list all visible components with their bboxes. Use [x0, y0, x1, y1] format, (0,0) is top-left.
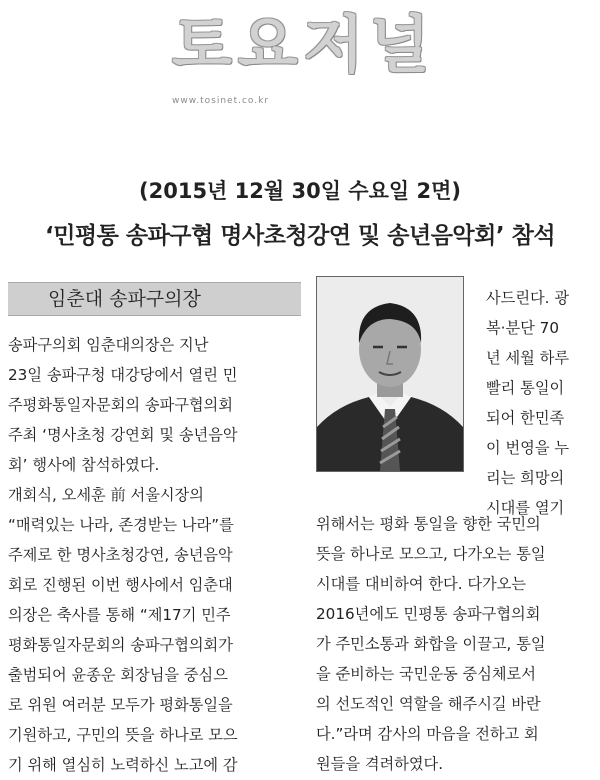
article-body-right-bottom-column: [316, 509, 596, 779]
article-text-line: 의장은 축사를 통해 “제17기 민주: [8, 606, 231, 624]
article-text-line: 23일 송파구청 대강당에서 열린 민: [8, 366, 238, 384]
portrait-photo: [316, 276, 464, 472]
article-dateline: (2015년 12월 30일 수요일 2면): [139, 179, 461, 203]
article-text-line: 리는 희망의: [486, 469, 565, 487]
article-text-line: “매력있는 나라, 존경받는 나라”를: [8, 516, 234, 534]
article-text-line: 시대를 열기: [486, 499, 565, 517]
article-text-line: 다.”라며 감사의 마음을 전하고 회: [316, 725, 539, 743]
article-text-line: 주평화통일자문회의 송파구협의회: [8, 396, 233, 414]
article-text-line: 원들을 격려하였다.: [316, 755, 444, 773]
article-text-line: 평화통일자문회의 송파구협의회가: [8, 636, 233, 654]
article-subhead: 임춘대 송파구의장: [8, 282, 301, 316]
article-headline: ‘민평통 송파구협 명사초청강연 및 송년음악회’ 참석: [44, 223, 556, 249]
article-text-line: 가 주민소통과 화합을 이끌고, 통일: [316, 635, 546, 653]
article-text-line: 개회식, 오세훈 前 서울시장의: [8, 486, 204, 504]
article-text-line: 사드린다. 광: [486, 289, 570, 307]
article-text-line: 주제로 한 명사초청강연, 송년음악: [8, 546, 233, 564]
article-text-line: 회로 진행된 이번 행사에서 임춘대: [8, 576, 233, 594]
article-text-line: 을 준비하는 국민운동 중심체로서: [316, 665, 536, 683]
article-text-line: 년 세월 하루: [486, 349, 570, 367]
article-text-line: 되어 한민족: [486, 409, 565, 427]
newspaper-logo: 토요저널: [172, 8, 436, 81]
article-body-right-top-column: [486, 283, 594, 523]
article-text-line: 기 위해 열심히 노력하신 노고에 감: [8, 756, 238, 774]
article-text-line: 이 번영을 누: [486, 439, 570, 457]
article-text-line: 송파구의회 임춘대의장은 지난: [8, 336, 209, 354]
article-text-line: 복·분단 70: [486, 319, 559, 337]
article-text-line: 빨리 통일이: [486, 379, 565, 397]
article-text-line: 위해서는 평화 통일을 향한 국민의: [316, 515, 541, 533]
portrait-image: [317, 277, 463, 471]
masthead: [0, 8, 600, 123]
article-text-line: 로 위원 여러분 모두가 평화통일을: [8, 696, 233, 714]
article-text-line: 뜻을 하나로 모으고, 다가오는 통일: [316, 545, 546, 563]
article-text-line: 출범되어 윤종운 회장님을 중심으: [8, 666, 228, 684]
article-text-line: 회’ 행사에 참석하였다.: [8, 456, 160, 474]
article-text-line: 기원하고, 구민의 뜻을 하나로 모으: [8, 726, 238, 744]
article-text-line: 2016년에도 민평통 송파구협의회: [316, 605, 541, 623]
article-body-left-column: [8, 330, 300, 780]
newspaper-url: www.tosinet.co.kr: [172, 96, 270, 106]
article-text-line: 의 선도적인 역할을 해주시길 바란: [316, 695, 541, 713]
article-text-line: 시대를 대비하여 한다. 다가오는: [316, 575, 527, 593]
article-text-line: 주최 ‘명사초청 강연회 및 송년음악: [8, 426, 238, 444]
